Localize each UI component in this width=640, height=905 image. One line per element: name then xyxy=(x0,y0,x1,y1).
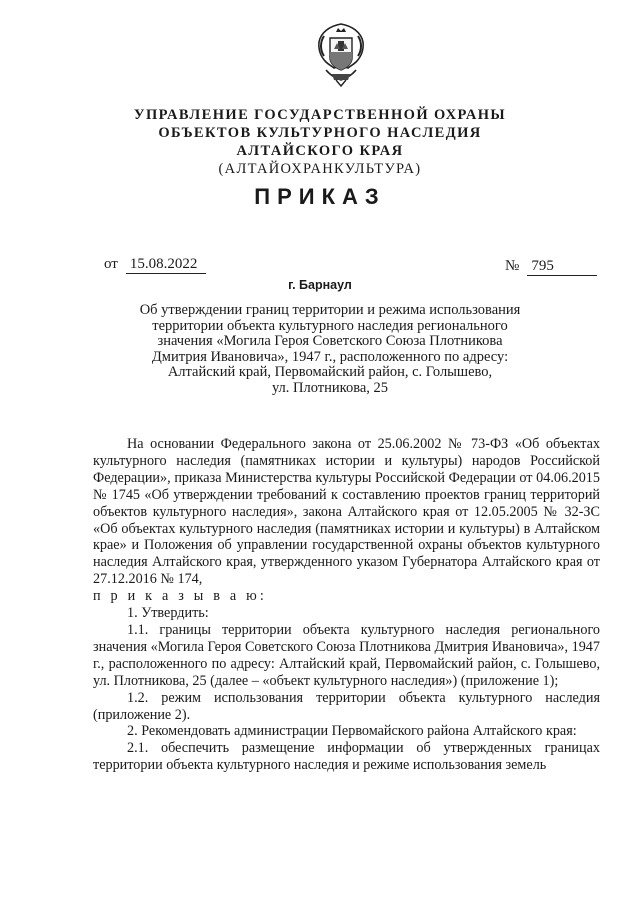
document-type-title: ПРИКАЗ xyxy=(254,184,386,209)
order-item: 1.2. режим использования территории объекта культурного наследия (приложение 2). xyxy=(93,689,600,723)
subject-line: Об утверждении границ территории и режима использования xyxy=(139,302,521,318)
preamble-paragraph: На основании Федерального закона от 25.06.2002 № 73-ФЗ «Об объектах культурного наследия (памятниках истории и культуры) народов Российской Федерации», приказа Министерства культуры Российской Федерации от 04.06.2015 № 1745 «Об утверждении требований к составлению проектов границ территорий объектов культурного наследия», закона Алтайского края от 12.05.2005 № 32-ЗС «Об объектах культурного наследия (памятниках истории и культуры) в Алтайском крае» и Положения об управлении государственной охраны объектов культурного наследия Алтайского края, утвержденного указом Губернатора Алтайского края от 27.12.2016 № 174, xyxy=(93,436,600,588)
subject-line: Дмитрия Ивановича», 1947 г., расположенного по адресу: xyxy=(151,348,509,365)
order-number xyxy=(505,258,597,276)
subject-line: значения «Могила Героя Советского Союза Плотникова xyxy=(157,333,503,349)
number-value: 795 xyxy=(527,258,597,276)
order-date xyxy=(104,256,206,274)
agency-line: ОБЪЕКТОВ КУЛЬТУРНОГО НАСЛЕДИЯ xyxy=(158,125,482,141)
city: г. Барнаул xyxy=(288,278,352,292)
subject-line: Алтайский край, Первомайский район, с. Голышево, xyxy=(167,364,493,380)
number-prefix: № xyxy=(505,258,520,274)
subject-line: ул. Плотникова, 25 xyxy=(271,379,389,396)
order-body xyxy=(93,436,600,774)
date-prefix: от xyxy=(104,256,118,272)
altai-krai-coat-of-arms-icon xyxy=(316,22,366,88)
agency-abbreviation: (АЛТАЙОХРАНКУЛЬТУРА) xyxy=(218,161,422,177)
date-value: 15.08.2022 xyxy=(126,256,206,274)
subject-line: территории объекта культурного наследия регионального xyxy=(152,317,508,334)
order-subject xyxy=(120,303,540,396)
order-item: 2.1. обеспечить размещение информации об утвержденных границах территории объекта культурного наследия и режиме использования земель xyxy=(93,740,600,774)
order-item: 1.1. границы территории объекта культурного наследия регионального значения «Могила Героя Советского Союза Плотникова Дмитрия Ивановича», 1947 г., расположенного по адресу: Алтайский край, Первомайский район, с. Голышево, ул. Плотникова, 25 (далее – «объект культурного наследия») (приложение 1); xyxy=(93,621,600,689)
order-item: 1. Утвердить: xyxy=(127,605,209,622)
agency-line: АЛТАЙСКОГО КРАЯ xyxy=(236,143,404,159)
order-word: п р и к а з ы в а ю: xyxy=(93,588,268,605)
agency-header xyxy=(0,106,640,178)
order-item: 2. Рекомендовать администрации Первомайского района Алтайского края: xyxy=(127,723,577,740)
agency-line: УПРАВЛЕНИЕ ГОСУДАРСТВЕННОЙ ОХРАНЫ xyxy=(133,107,507,123)
